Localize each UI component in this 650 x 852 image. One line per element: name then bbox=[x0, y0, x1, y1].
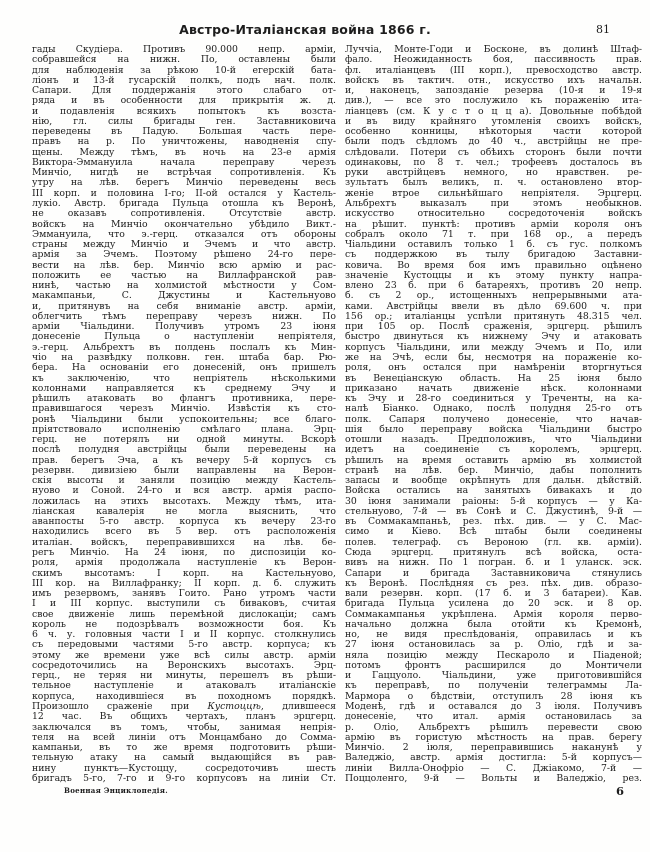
text-line: значеніе Кустоццы и къ этому пункту напра- bbox=[345, 269, 642, 281]
text-line: въ Соммакампаньѣ, рез. пѣх. див. — у С. Мас- bbox=[345, 516, 642, 528]
text-line: 30 іюня занимали раіоны: 5-й корпусъ — у Ка- bbox=[345, 495, 642, 507]
text-line: переведены въ Падую. Большая часть пере- bbox=[32, 126, 336, 138]
text-line: и въ виду крайняго утомленія своихъ войскъ, bbox=[345, 115, 642, 127]
text-line: приказано начать движеніе нѣск. колоннами bbox=[345, 382, 642, 394]
text-line: симо и Кіево. Всѣ штабы были соединены bbox=[345, 526, 642, 538]
text-line: чіо на развѣдку полковн. ген. штаба бар. Рю- bbox=[32, 351, 336, 363]
text-line: потомъ фронтъ расширился до Монтичели bbox=[345, 659, 642, 671]
text-line: роля, армія продолжала наступленіе къ Верон- bbox=[32, 557, 336, 569]
text-line: положить ее частью на Виллафранской рав- bbox=[32, 269, 336, 281]
text-line: бера. На основаніи его донесеній, онъ пришелъ bbox=[32, 362, 336, 374]
text-line: въ Венеціанскую область. На 25 іюня было bbox=[345, 372, 642, 384]
text-line: ліанская кавалерія не могла выяснить, что bbox=[32, 505, 336, 517]
text-line: Моденѣ, гдѣ и оставался до 3 іюля. Получивъ bbox=[345, 701, 642, 712]
text-column-left bbox=[32, 45, 336, 784]
text-line: и Гаццуоло. Чіальдини, уже приготовившійся bbox=[345, 670, 642, 682]
text-line: Сапари и бригада Заставниковича стянулись bbox=[345, 567, 642, 579]
text-line: запасы и вообще окрѣпнуть для дальн. дѣйствій. bbox=[345, 475, 642, 487]
text-line: колоннами направляется къ среднему Эчу и bbox=[32, 382, 336, 394]
text-line: ліанцевъ (см. К у с т о ц ц а). Довольные побѣдой bbox=[345, 105, 642, 117]
text-line: съ поддержкою въ тылу бригадою Заставни- bbox=[345, 249, 642, 261]
running-head-title: Австро-Италіанская война 1866 г. bbox=[179, 22, 431, 37]
text-line: р. Оліо, Альбрехтъ рѣшилъ перевести свою bbox=[345, 721, 642, 733]
text-line: пріятствовало исполненію смѣлаго плана. Эрц- bbox=[32, 423, 336, 435]
text-line: бригада Пульца усилена до 20 эск. и 8 ор. bbox=[345, 598, 642, 610]
text-line: донесеніе Пульца о наступленіи непріятеля, bbox=[32, 331, 336, 343]
text-line: отошли назадъ. Предположивъ, что Чіальдини bbox=[345, 434, 642, 446]
text-line: Альбрехтъ выказалъ при этомъ необыкнов. bbox=[345, 197, 642, 209]
text-line: полев. телеграф. съ Вероною (гл. кв. арміи). bbox=[345, 536, 642, 548]
text-line: не оказавъ сопротивленія. Отсутствіе австр. bbox=[32, 208, 336, 220]
text-line: щены. Между тѣмъ, въ ночь на 23-е армія bbox=[32, 146, 336, 158]
text-line: странѣ на лѣв. бер. Минчіо, дабы пополнить bbox=[345, 464, 642, 476]
text-line: бригадъ 5-го, 7-го и 9-го корпусовъ на линіи Ст. bbox=[32, 772, 336, 784]
text-line: 12 час. Въ общихъ чертахъ, планъ эрцгерц. bbox=[32, 711, 336, 723]
text-line: руки австрійцевъ немного, но нравствен. ре- bbox=[345, 167, 642, 179]
text-line: рѣшилъ атаковать во флангъ противника, пере- bbox=[32, 393, 336, 405]
text-line: страны между Минчіо и Эчемъ и что австр. bbox=[32, 239, 336, 251]
text-line: Сюда эрцгерц. притянулъ всѣ войска, оста- bbox=[345, 547, 642, 559]
text-line: вали резервн. корп. (17 б. и 3 батареи). Кав. bbox=[345, 588, 642, 600]
text-line: герц. не потерялъ ни одной минуты. Вскорѣ bbox=[32, 434, 336, 446]
text-line: Луччіа, Монте-Годи и Босконе, въ долинѣ Штаф- bbox=[345, 44, 642, 55]
imprint-signature: Военная Энциклопедія. bbox=[64, 786, 168, 795]
text-line: III корп. и половина I-го; II-ой остался у Кастель- bbox=[32, 187, 336, 199]
text-line: налѣ Біанко. Однако, послѣ полудня 25-го отъ bbox=[345, 403, 642, 415]
text-line: послѣ полудня австрійцы были переведены на bbox=[32, 444, 336, 456]
text-line: къ переправѣ, по полученіи телеграммы Ла- bbox=[345, 680, 642, 692]
text-line: одинаковы, по 8 т. чел.; трофеевъ досталось въ bbox=[345, 156, 642, 168]
text-line: заключался въ томъ, чтобы, занимая непрія- bbox=[32, 721, 336, 733]
text-line: Сапари. Для поддержанія этого слабаго от- bbox=[32, 85, 336, 97]
text-line: на рѣшит. пунктѣ: противъ арміи короля онъ bbox=[345, 218, 642, 230]
text-line: Минчіо. 2 іюля, переправившись наканунѣ у bbox=[345, 742, 642, 754]
text-line: э.-герц. Альбрехтъ въ полдень послалъ къ Мин- bbox=[32, 341, 336, 353]
text-line: нію, гл. силы бригады ген. Заставниковича bbox=[32, 115, 336, 127]
page-header bbox=[32, 22, 638, 40]
text-line: облегчить тѣмъ переправу черезъ нижн. По bbox=[32, 310, 336, 322]
text-line: сосредоточились на Веронскихъ высотахъ. Эрц- bbox=[32, 659, 336, 671]
text-line: для наблюденія за рѣкою 10-й егерскій бата- bbox=[32, 64, 336, 76]
text-line: король не подозрѣвалъ возможности боя. Къ bbox=[32, 618, 336, 630]
text-line: имъ резервомъ, занявъ Гоито. Рано утромъ части bbox=[32, 588, 336, 600]
text-line: корпуса, находившіеся въ походномъ порядкѣ. bbox=[32, 690, 336, 702]
text-columns bbox=[32, 45, 642, 784]
sheet-number: 6 bbox=[616, 784, 625, 798]
text-line: Виктора-Эммануила начала переправу черезъ bbox=[32, 156, 336, 168]
text-line: правившагося черезъ Минчіо. Извѣстія къ сто- bbox=[32, 403, 336, 415]
text-line: див.), — все это послужило къ пораженію ита- bbox=[345, 95, 642, 107]
text-line: б. съ 2 ор., истощенныхъ непрерывными ата- bbox=[345, 290, 642, 302]
text-line: Мармора о бѣдствіи, отступилъ 28 іюня къ bbox=[345, 690, 642, 702]
text-line: донесеніе, что итал. армія остановилась за bbox=[345, 711, 642, 723]
text-line: няла позицію между Пескароло и Піаденой; bbox=[345, 649, 642, 661]
text-line: кампаньи, въ то же время подготовить рѣши- bbox=[32, 742, 336, 754]
text-line: ками. Австрійцы ввели въ дѣло 69.600 ч. при bbox=[345, 300, 642, 312]
text-line: ронѣ Чіальдини были успокоительны; все благо- bbox=[32, 413, 336, 425]
text-line: къ заключенію, что непріятель нѣсколькими bbox=[32, 372, 336, 384]
text-line: женіе втрое сильнѣйшаго непріятеля. Эрцгерц. bbox=[345, 187, 642, 199]
text-line: и подавленія всякихъ попытокъ къ возста- bbox=[32, 105, 336, 117]
text-line: регъ Минчіо. На 24 іюня, по диспозиціи ко- bbox=[32, 547, 336, 559]
text-line: особенно конницы, нѣкоторыя части которой bbox=[345, 126, 642, 138]
text-line: находились всего въ 5 вер. отъ расположенія bbox=[32, 526, 336, 538]
text-line: и, притянувъ на себя вниманіе австр. арміи, bbox=[32, 300, 336, 312]
page-number: 81 bbox=[596, 23, 610, 36]
text-line: скимъ высотамъ: I корп. на Кастельнуово, bbox=[32, 567, 336, 579]
text-line: линіи Вилла-Онофріо — С. Джіакомо, 7-й — bbox=[345, 762, 642, 774]
text-line: быстро двинуться къ нижнему Эчу и атаковать bbox=[345, 331, 642, 343]
text-line: шія было переправу войска Чіальдини быстро bbox=[345, 423, 642, 435]
text-line: армію въ гористую мѣстность на прав. берегу bbox=[345, 731, 642, 743]
text-line: ряда и въ особенности для прикрытія ж. д. bbox=[32, 95, 336, 107]
text-line: италіан. войскъ, переправившихся на лѣв. бе- bbox=[32, 536, 336, 548]
text-line: правъ на р. По уничтожены, наводненія спу- bbox=[32, 136, 336, 148]
text-line: гады Скудіера. Противъ 90.000 непр. арміи, bbox=[32, 44, 336, 55]
text-line: лукіо. Австр. бригада Пульца отошла къ Веронѣ, bbox=[32, 197, 336, 209]
text-line: Чіальдини оставилъ только 1 б. съ гус. полкомъ bbox=[345, 239, 642, 251]
text-column-right bbox=[345, 45, 642, 784]
text-line: этому же времени уже всѣ силы австр. арміи bbox=[32, 649, 336, 661]
text-line: нуово и Соной. 24-го и вся австр. армія распо- bbox=[32, 485, 336, 497]
text-line: полк. Сапаря получено донесеніе, что начав- bbox=[345, 413, 642, 425]
text-line: тельную атаку на самый выдающійся въ рав- bbox=[32, 752, 336, 764]
text-line: тельное наступленіе и атаковалъ италіанскіе bbox=[32, 680, 336, 692]
text-line: роля, онъ остался при намѣреніи вторгнуться bbox=[345, 362, 642, 374]
text-line: свое движеніе лишь перемѣной дислокаціи; самъ bbox=[32, 608, 336, 620]
text-line: къ Эчу и 28-го соединиться у Треченты, на ка- bbox=[345, 393, 642, 405]
text-line: Поццоленго, 9-й — Вольты и Валеджіо, рез. bbox=[345, 772, 642, 784]
text-line: зультатъ былъ великъ, п. ч. остановлено втор- bbox=[345, 177, 642, 189]
text-line: утру на лѣв. берегъ Минчіо переведены весь bbox=[32, 177, 336, 189]
text-line: 27 іюня остановилась за р. Оліо, гдѣ и за- bbox=[345, 639, 642, 651]
text-line: влено 23 б. при 6 батареяхъ, противъ 20 непр. bbox=[345, 280, 642, 292]
text-line: Войска остались на занятыхъ бивакахъ и до bbox=[345, 485, 642, 497]
text-line: нинѣ, частью на холмистой мѣстности у Сом- bbox=[32, 280, 336, 292]
text-line: съ передовыми частями 5-го австр. корпуса; къ bbox=[32, 639, 336, 651]
text-line: арміи Чіальдини. Получивъ утромъ 23 іюня bbox=[32, 321, 336, 333]
text-line: вести на лѣв. бер. Минчіо всю армію и рас- bbox=[32, 259, 336, 271]
text-line: вивъ на нижн. По 1 погран. б. и 1 уланск. эск. bbox=[345, 557, 642, 569]
text-line: I и III корпус. выступили съ биваковъ, считая bbox=[32, 598, 336, 610]
text-line: ліонъ и 13-й гусарскій полкъ, подъ нач. полк. bbox=[32, 74, 336, 86]
text-line: при 105 ор. Послѣ сраженія, эрцгерц. рѣшилъ bbox=[345, 321, 642, 333]
text-line: идетъ на соединеніе съ королемъ, эрцгерц. bbox=[345, 444, 642, 456]
text-line: Валеджіо, австр. армія достигла: 5-й корпусъ— bbox=[345, 752, 642, 764]
text-line: рѣшилъ на время оставить армію въ холмистой bbox=[345, 454, 642, 466]
text-line: 6 ч. у. головныя части I и II корпус. столкнулись bbox=[32, 629, 336, 641]
text-line: аванпосты 5-го австр. корпуса къ вечеру 23-го bbox=[32, 516, 336, 528]
text-line: макампаньи, С. Джустины и Кастельнуово bbox=[32, 290, 336, 302]
text-line: къ Веронѣ. Послѣдняя съ рез. пѣх. див. образо- bbox=[345, 577, 642, 589]
text-line: скія высоты и заняли позицію между Кастель- bbox=[32, 475, 336, 487]
text-line: начально должна была отойти къ Кремонѣ, bbox=[345, 618, 642, 630]
text-line: корпусъ Чіальдини, или между Эчемъ и По, или bbox=[345, 341, 642, 353]
text-line: собравшейся на нижн. По, оставлены были bbox=[32, 54, 336, 66]
text-line: слѣдовали. Потери съ обѣихъ сторонъ были почти bbox=[345, 146, 642, 158]
text-line: ложилась на этихъ высотахъ. Между тѣмъ, ита- bbox=[32, 495, 336, 507]
text-line: теля на всей линіи отъ Монцамбано до Сомма- bbox=[32, 731, 336, 743]
text-line: и, наконецъ, запозданіе резерва (10-я и 19-я bbox=[345, 85, 642, 97]
text-line: были подъ сѣдломъ до 40 ч., австрійцы не пре- bbox=[345, 136, 642, 148]
text-line: фало. Неожиданность боя, пассивность прав. bbox=[345, 54, 642, 66]
text-line: же на Эчѣ, если бы, несмотря на пораженіе ко- bbox=[345, 351, 642, 363]
text-line: искусство относительно сосредоточенія войскъ bbox=[345, 208, 642, 220]
text-line: Минчіо, нигдѣ не встрѣчая сопротивленія. Къ bbox=[32, 167, 336, 179]
text-line: резервн. дивизіею были направлены на Верон- bbox=[32, 464, 336, 476]
text-line: ковича. Во время боя имъ правильно оцѣнено bbox=[345, 259, 642, 271]
text-line: герц., не теряя ни минуты, перешелъ въ рѣши- bbox=[32, 670, 336, 682]
text-line: но, не видя преслѣдованія, оправилась и къ bbox=[345, 629, 642, 641]
text-line: войскъ на Минчіо окончательно убѣдило Викт.- bbox=[32, 218, 336, 230]
text-line: 156 ор.; италіанцы успѣли притянуть 48.315 чел. bbox=[345, 310, 642, 322]
text-line: Соммакампанья укрѣплена. Армія короля перво- bbox=[345, 608, 642, 620]
text-line: прав. берегъ Эча, а къ вечеру 5-й корпусъ съ bbox=[32, 454, 336, 466]
text-line: войскъ въ тактич. отн., искусство ихъ начальн. bbox=[345, 74, 642, 86]
text-line: стельнуово, 7-й — въ Сонѣ и С. Джустинѣ, 9-й — bbox=[345, 505, 642, 517]
text-line: фл. италіанцевъ (III корп.), превосходство австр. bbox=[345, 64, 642, 76]
text-line: Эммануила, что э.-герц. отказался отъ обороны bbox=[32, 228, 336, 240]
text-line: собралъ около 71 т. при 168 ор., а передъ bbox=[345, 228, 642, 240]
text-line: армія за Эчемъ. Поэтому рѣшено 24-го пере- bbox=[32, 249, 336, 261]
text-line: нину пунктъ—Кустоццу, сосредоточивъ шесть bbox=[32, 762, 336, 774]
text-line: III кор. на Виллафранку; II корп. д. б. служить bbox=[32, 577, 336, 589]
text-line: Произошло сраженіе при Кустоццѣ, длившееся bbox=[32, 701, 336, 712]
